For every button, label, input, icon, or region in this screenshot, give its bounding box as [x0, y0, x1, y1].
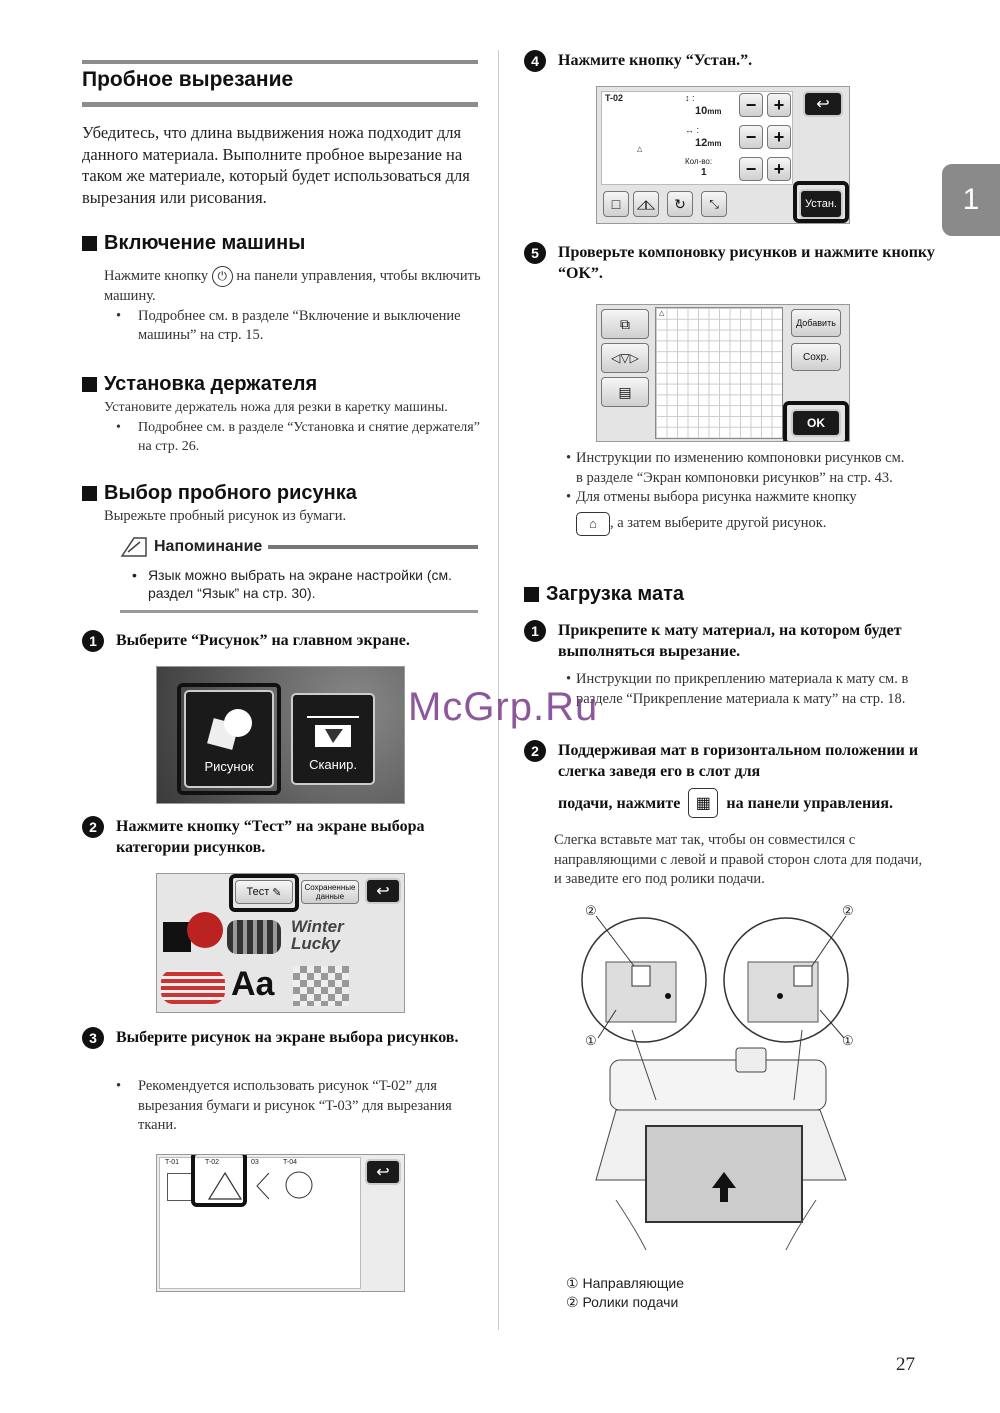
height-unit: mm [707, 107, 722, 116]
mat-step-1-bullet-text: • Инструкции по прикреплению материала к мату см. в разделе “Прикрепление материала к мату” на стр. 18. [554, 670, 924, 709]
highlight-set [793, 181, 849, 223]
step-3-text: Выберите рисунок на экране выбора рисунков. [116, 1029, 459, 1046]
step-2 [82, 816, 482, 858]
step-3-number: 3 [82, 1027, 104, 1049]
back-icon-2[interactable]: ↩ [365, 1159, 401, 1185]
layout-grid[interactable] [655, 307, 783, 439]
step-3 [82, 1027, 482, 1049]
memo-box [120, 534, 478, 613]
circle-shape [187, 912, 223, 948]
height-minus-button[interactable]: − [739, 93, 763, 117]
holder-text-line: Установите держатель ножа для резки в каретку машины. [104, 400, 448, 415]
align-icon[interactable]: ◁▽▷ [601, 343, 649, 373]
mat-step-2-text-b: подачи, нажмите [558, 794, 681, 812]
winter-text: Winter [291, 917, 344, 936]
mat-loading-figure [576, 900, 856, 1270]
step-5-bullet-2: • Для отмены выбора рисунка нажмите кнопку [554, 488, 914, 508]
title-bottom-rule [82, 102, 478, 107]
screen-category [156, 873, 405, 1013]
mat-icon[interactable]: ▤ [601, 377, 649, 407]
qty-minus-button[interactable]: − [739, 157, 763, 181]
screen-patterns [156, 1154, 405, 1292]
intro-text: Убедитесь, что длина выдвижения ножа подходит для данного материала. Выполните пробное вырезание на таком же материале, который будет использоваться для вырезания или рисования. [82, 123, 470, 207]
mat-step-1-text: Прикрепите к мату материал, на котором будет выполняться вырезание. [558, 622, 902, 660]
heading-mat [524, 583, 684, 606]
step-5-bullets [554, 449, 914, 536]
test-text: Вырежьте пробный рисунок из бумаги. [104, 508, 347, 524]
pattern-t02-label: T-02 [205, 1159, 220, 1166]
highlight-ok [783, 401, 849, 442]
step-5 [524, 242, 944, 284]
home-icon: ⌂ [576, 512, 610, 536]
power-bullet: • Подробнее см. в разделе “Включение и выключение машины” на стр. 15. [104, 307, 484, 346]
power-icon: ⏻ [212, 266, 233, 287]
mat-step-1 [524, 620, 944, 662]
mat-step-1-bullet [554, 670, 924, 709]
holder-text [104, 398, 489, 457]
title-top-rule [82, 60, 478, 64]
page-number: 27 [896, 1354, 915, 1375]
pattern-t03-chevron[interactable] [253, 1171, 273, 1201]
mat-step-2-text-a: Поддерживая мат в горизонтальном положении и слегка заведя его в слот для [558, 742, 919, 780]
save-button[interactable]: Сохр. [791, 343, 841, 371]
highlight-test [229, 874, 299, 912]
feed-icon: ▦ [688, 788, 718, 818]
mirror-icon[interactable]: ◿◺ [633, 191, 659, 217]
ok-button[interactable]: OK [791, 409, 841, 437]
test-button-label: Тест [246, 886, 270, 898]
marker-1-left: ① [585, 1033, 597, 1048]
pattern-button-label: Рисунок [204, 758, 254, 774]
back-icon-3[interactable]: ↩ [803, 91, 843, 117]
winter-lucky-text [291, 918, 344, 952]
heading-holder-text: Установка держателя [104, 373, 318, 395]
legend-1-mark: ① [566, 1275, 579, 1291]
width-icon: ↔ : [685, 125, 700, 135]
step-1-number: 1 [82, 630, 104, 652]
saved-data-button[interactable]: Сохраненные данные [301, 880, 359, 904]
pattern-t04-circle[interactable] [283, 1169, 315, 1201]
pattern-t03-label: 03 [251, 1159, 259, 1166]
screen-home [156, 666, 405, 804]
marker-2-left: ② [585, 903, 597, 918]
legend-2-mark: ② [566, 1294, 579, 1310]
mat-step-2-text-c: на панели управления. [726, 794, 894, 812]
memo-icon [120, 534, 150, 560]
mat-step-2 [524, 740, 944, 818]
layout-triangle-icon: △ [659, 310, 665, 317]
heading-power [82, 232, 305, 255]
qty-label: Кол-во: [685, 157, 713, 166]
heading-test-text: Выбор пробного рисунка [104, 482, 357, 504]
page-title: Пробное вырезание [82, 68, 294, 91]
add-button[interactable]: Добавить [791, 309, 841, 337]
width-value [695, 137, 721, 149]
step-1 [82, 630, 482, 652]
legend-1-text: Направляющие [582, 1275, 684, 1291]
marker-1-right: ① [842, 1033, 854, 1048]
resize-icon[interactable]: ⤡ [701, 191, 727, 217]
set-button[interactable]: Устан. [799, 189, 843, 219]
rotate-icon[interactable]: ↻ [667, 191, 693, 217]
figure-legend [566, 1274, 684, 1312]
step-5-bullet-1: • Инструкции по изменению компоновки рисунков см. в разделе “Экран компоновки рисунков” на стр. 43. [554, 449, 914, 488]
heading-mat-text: Загрузка мата [546, 583, 684, 605]
step-4-number: 4 [524, 50, 546, 72]
lucky-text: Lucky [291, 934, 341, 953]
height-number: 10 [695, 105, 708, 117]
frame-icon[interactable]: □ [603, 191, 629, 217]
back-icon[interactable]: ↩ [365, 878, 401, 904]
memo-bullet: • Язык можно выбрать на экране настройки (см. раздел “Язык” на стр. 30). [120, 566, 478, 602]
height-value [695, 105, 721, 117]
step-5-text: Проверьте компоновку рисунков и нажмите кнопку “OK”. [558, 244, 935, 282]
legend-2-text: Ролики подачи [582, 1294, 679, 1310]
pattern-t04-label: T-04 [283, 1159, 298, 1166]
screen-layout [596, 304, 850, 442]
pattern-button[interactable] [184, 690, 274, 788]
watermark: McGrp.Ru [408, 685, 599, 729]
screen-settings [596, 86, 850, 224]
holder-bullet: • Подробнее см. в разделе “Установка и снятие держателя” на стр. 26. [104, 418, 489, 457]
step-5-number: 5 [524, 242, 546, 264]
power-text [104, 266, 484, 346]
edit-icon[interactable]: ⧉ [601, 309, 649, 339]
mat-step-2-text [558, 740, 944, 818]
shapes-icon [204, 705, 254, 751]
qty-plus-button[interactable]: + [767, 157, 791, 181]
scan-button[interactable] [291, 693, 375, 785]
memo-title: Напоминание [154, 538, 263, 555]
height-plus-button[interactable]: + [767, 93, 791, 117]
step-2-number: 2 [82, 816, 104, 838]
step-3-bullet [104, 1077, 482, 1136]
quilt-shape [293, 966, 349, 1006]
qty-value: 1 [701, 167, 707, 178]
mat-step-2-desc: Слегка вставьте мат так, чтобы он совместился с направляющими с левой и правой сторон слота для подачи, и заведите его под ролики подачи. [554, 832, 923, 887]
pattern-code: T-02 [605, 93, 624, 103]
height-icon: ↕ : [685, 93, 695, 103]
test-button[interactable]: Тест ✎ [235, 880, 293, 904]
highlight-t02 [191, 1154, 247, 1207]
scan-button-label: Сканир. [309, 756, 357, 772]
heading-power-text: Включение машины [104, 232, 306, 254]
heading-holder [82, 373, 317, 396]
step-1-text: Выберите “Рисунок” на главном экране. [116, 632, 410, 649]
aa-text: Aa [231, 965, 275, 1003]
power-text-a: Нажмите кнопку [104, 267, 209, 284]
width-number: 12 [695, 137, 708, 149]
step-2-text: Нажмите кнопку “Тест” на экране выбора категории рисунков. [116, 818, 425, 856]
wave-shape [161, 970, 225, 1004]
heading-test [82, 482, 357, 505]
width-plus-button[interactable]: + [767, 125, 791, 149]
step-4 [524, 50, 944, 72]
pattern-t01-label: T-01 [165, 1159, 180, 1166]
mat-step-2-number: 2 [524, 740, 546, 762]
width-unit: mm [707, 139, 722, 148]
step-5-tail: , а затем выберите другой рисунок. [610, 514, 827, 531]
marker-2-right: ② [842, 903, 854, 918]
step-3-bullet-text: • Рекомендуется использовать рисунок “T-02” для вырезания бумаги и рисунок “T-03” для вырезания ткани. [104, 1077, 482, 1136]
step-4-text: Нажмите кнопку “Устан.”. [558, 52, 753, 69]
power-text-b: на панели управления, чтобы включить машину. [104, 267, 481, 304]
width-minus-button[interactable]: − [739, 125, 763, 149]
mat-step-1-number: 1 [524, 620, 546, 642]
mini-triangle-icon: △ [637, 146, 643, 153]
chapter-tab: 1 [942, 164, 1000, 236]
flower-shape [227, 920, 281, 954]
scan-icon [303, 707, 363, 751]
